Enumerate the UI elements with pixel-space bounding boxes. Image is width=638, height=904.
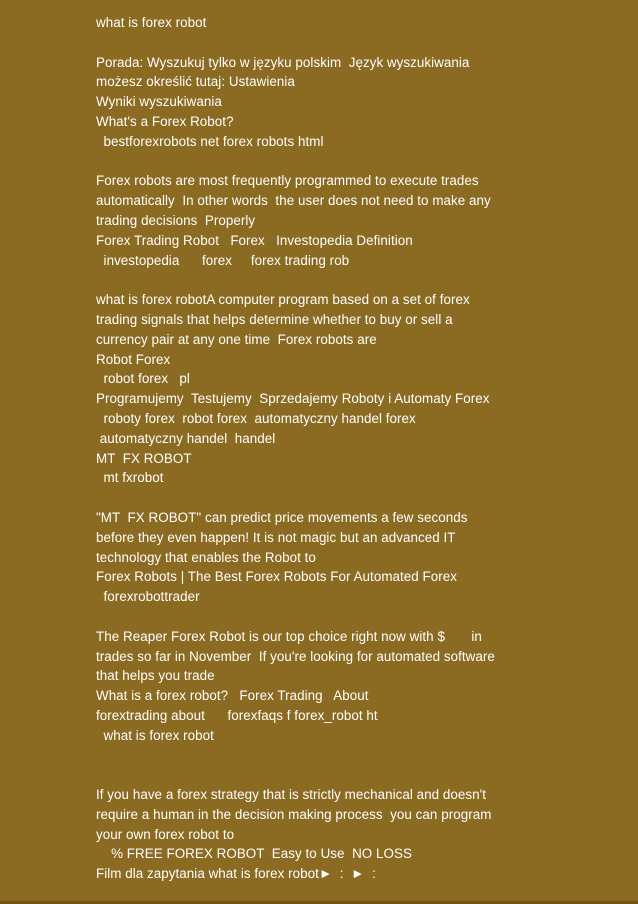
blank-line [96, 607, 616, 627]
text-line: that helps you trade [96, 668, 215, 684]
text-line: What is a forex robot? Forex Trading About [96, 688, 369, 704]
text-line: % FREE FOREX ROBOT Easy to Use NO LOSS [96, 846, 412, 862]
text-line: "MT FX ROBOT" can predict price movements a few seconds [96, 509, 468, 525]
blank-line [96, 488, 616, 508]
text-line: trading signals that helps determine whether to buy or sell a [96, 311, 453, 327]
text-line: automatyczny handel handel [96, 430, 276, 446]
text-line: before they even happen! It is not magic but an advanced IT [96, 529, 456, 545]
text-line: Forex Robots | The Best Forex Robots For Automated Forex [96, 569, 458, 585]
text-line: Wyniki wyszukiwania [96, 94, 222, 110]
text-line: what is forex robotA computer program based on a set of forex [96, 292, 470, 308]
blank-line [96, 270, 616, 290]
text-line: forexrobottrader [96, 589, 200, 605]
text-line: roboty forex robot forex automatyczny handel forex [96, 410, 416, 426]
text-line: investopedia forex forex trading rob [96, 252, 350, 268]
text-line: What's a Forex Robot? [96, 113, 234, 129]
text-line: The Reaper Forex Robot is our top choice right now with $ in [96, 628, 482, 644]
text-line: MT FX ROBOT [96, 450, 192, 466]
text-line: technology that enables the Robot to [96, 549, 316, 565]
text-line: If you have a forex strategy that is strictly mechanical and doesn't [96, 787, 487, 803]
text-line: currency pair at any one time Forex robots are [96, 331, 377, 347]
text-line: automatically In other words the user does not need to make any [96, 193, 491, 209]
blank-line [96, 33, 616, 53]
text-line: Forex robots are most frequently programmed to execute trades [96, 173, 479, 189]
text-line: forextrading about forexfaqs f forex_robot ht [96, 707, 378, 723]
text-line: what is forex robot [96, 15, 207, 30]
text-line: trading decisions Properly [96, 212, 256, 228]
text-line: bestforexrobots net forex robots html [96, 133, 324, 149]
blank-line [96, 765, 616, 785]
document-body [96, 13, 616, 884]
text-line: Programujemy Testujemy Sprzedajemy Roboty i Automaty Forex [96, 391, 490, 407]
blank-line [96, 745, 616, 765]
text-line: robot forex pl [96, 371, 190, 387]
text-line: Robot Forex [96, 351, 171, 367]
text-line: what is forex robot [96, 727, 214, 743]
text-line: your own forex robot to [96, 826, 235, 842]
text-line: możesz określić tutaj: Ustawienia [96, 74, 295, 90]
text-line: Film dla zapytania what is forex robot► : ► : [96, 866, 376, 882]
text-line: require a human in the decision making process you can program [96, 806, 492, 822]
text-line: trades so far in November If you're looking for automated software [96, 648, 495, 664]
text-line: mt fxrobot [96, 470, 164, 486]
text-line: Forex Trading Robot Forex Investopedia Definition [96, 232, 413, 248]
text-line: Porada: Wyszukuj tylko w języku polskim Język wyszukiwania [96, 54, 470, 70]
blank-line [96, 152, 616, 172]
